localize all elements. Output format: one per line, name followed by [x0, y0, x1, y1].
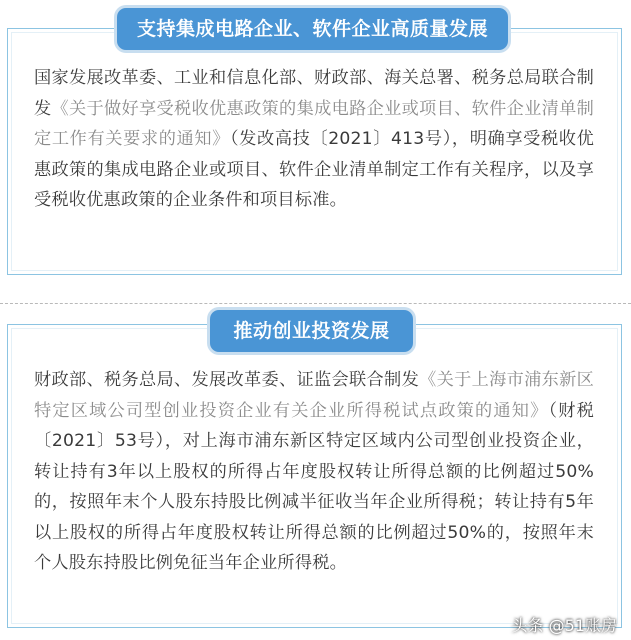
section-divider	[0, 303, 631, 304]
section-heading-ic-software: 支持集成电路企业、软件企业高质量发展	[117, 8, 508, 50]
document-title: 《关于做好享受税收优惠政策的集成电路企业或项目、软件企业清单制定工作有关要求的通知》	[34, 98, 595, 149]
source-watermark: 头条 @51账房	[511, 616, 617, 635]
body-intro: 财政部、税务总局、发展改革委、证监会联合制发	[34, 370, 420, 390]
body-rest: （发改高技〔2021〕413号），明确享受税收优惠政策的集成电路企业或项目、软件企业清单制定工作有关程序，以及享受税收优惠政策的企业条件和项目标准。	[34, 129, 594, 210]
section-heading-venture-investment: 推动创业投资发展	[210, 310, 413, 352]
body-intro: 国家发展改革委、工业和信息化部、财政部、海关总署、税务总局联合制发	[34, 68, 594, 119]
section-body-ic-software	[34, 63, 594, 216]
document-title: 《关于上海市浦东新区特定区域公司型创业投资企业有关企业所得税试点政策的通知》	[34, 370, 594, 421]
section-body-venture-investment	[34, 365, 594, 579]
body-rest: （财税〔2021〕53号），对上海市浦东新区特定区域内公司型创业投资企业，转让持有3年以上股权的所得占年度股权转让所得总额的比例超过50%的，按照年末个人股东持股比例减半征收当年企业所得税；转让持有5年以上股权的所得占年度股权转让所得总额的比例超过50%的，按照年末个人股东持股比例免征当年企业所得税。	[34, 400, 594, 573]
